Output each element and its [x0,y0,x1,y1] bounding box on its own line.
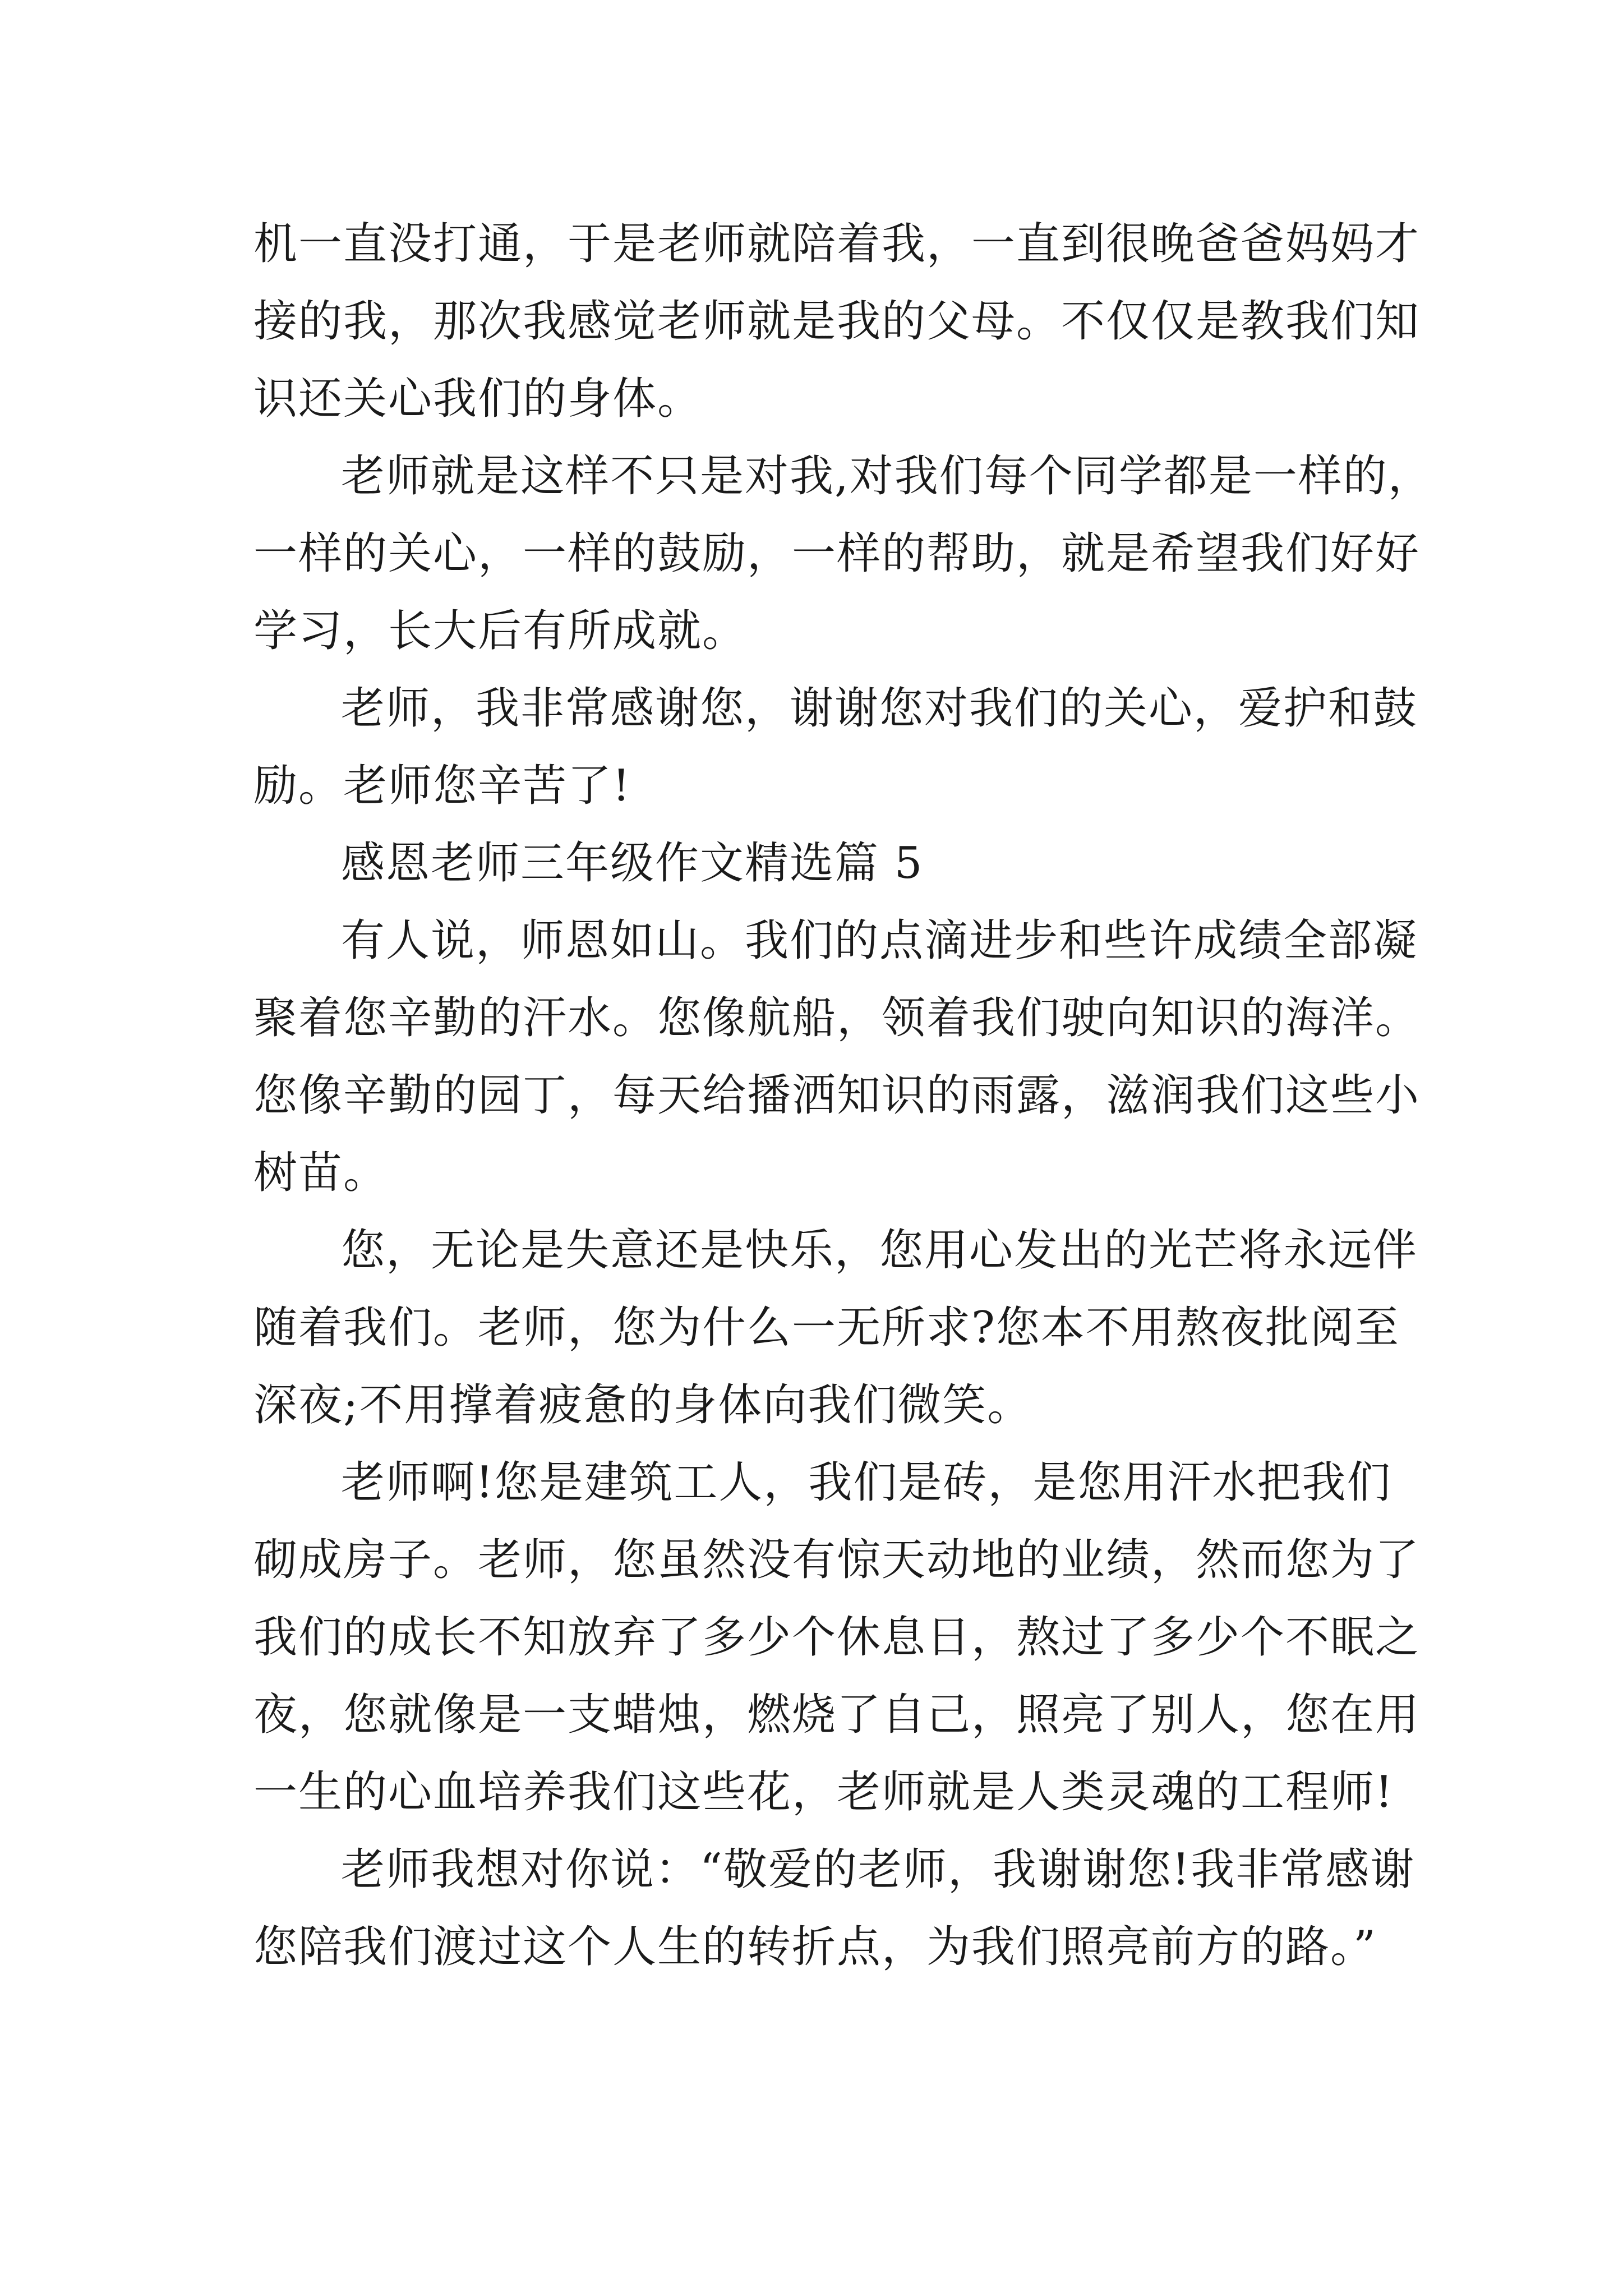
paragraph [253,902,1421,1212]
text-line: 您，无论是失意还是快乐，您用心发出的光芒将永远伴 [341,1225,1418,1276]
text-line: 老师我想对你说：“敬爱的老师，我谢谢您!我非常感谢 [341,1844,1415,1895]
text-line: 夜，您就像是一支蜡烛，燃烧了自己，照亮了别人，您在用 [253,1690,1421,1740]
text-line: 老师，我非常感谢您，谢谢您对我们的关心，爱护和鼓 [341,683,1418,734]
paragraph [253,1212,1418,1444]
paragraph [253,205,1421,438]
text-line: 励。老师您辛苦了! [253,761,631,811]
text-line: 您陪我们渡过这个人生的转折点，为我们照亮前方的路。” [253,1922,1377,1972]
text-line: 机一直没打通，于是老师就陪着我，一直到很晚爸爸妈妈才 [253,219,1421,269]
text-line: 您像辛勤的园丁，每天给播洒知识的雨露，滋润我们这些小 [253,1070,1421,1121]
paragraph [253,670,1418,825]
text-line: 一生的心血培养我们这些花，老师就是人类灵魂的工程师! [253,1767,1394,1818]
heading-text: 感恩老师三年级作文精选篇 5 [341,838,924,889]
text-line: 接的我，那次我感觉老师就是我的父母。不仅仅是教我们知 [253,296,1421,347]
text-line: 有人说，师恩如山。我们的点滴进步和些许成绩全部凝 [341,915,1418,966]
document-body [253,205,1433,1986]
paragraph [253,438,1433,670]
text-line: 树苗。 [253,1148,389,1198]
text-line: 识还关心我们的身体。 [253,374,703,424]
text-line: 一样的关心，一样的鼓励，一样的帮助，就是希望我们好好 [253,528,1421,579]
paragraph [253,1831,1415,1986]
section-heading [253,825,1398,902]
paragraph [253,1444,1421,1831]
text-line: 老师就是这样不只是对我,对我们每个同学都是一样的， [341,451,1433,501]
text-line: 老师啊!您是建筑工人，我们是砖，是您用汗水把我们 [341,1457,1392,1508]
text-line: 砌成房子。老师，您虽然没有惊天动地的业绩，然而您为了 [253,1535,1421,1585]
text-line: 学习，长大后有所成就。 [253,606,748,656]
text-line: 随着我们。老师，您为什么一无所求?您本不用熬夜批阅至 [253,1303,1400,1353]
text-line: 我们的成长不知放弃了多少个休息日，熬过了多少个不眠之 [253,1612,1421,1663]
text-line: 聚着您辛勤的汗水。您像航船，领着我们驶向知识的海洋。 [253,993,1421,1043]
text-line: 深夜;不用撑着疲惫的身体向我们微笑。 [253,1380,1032,1430]
